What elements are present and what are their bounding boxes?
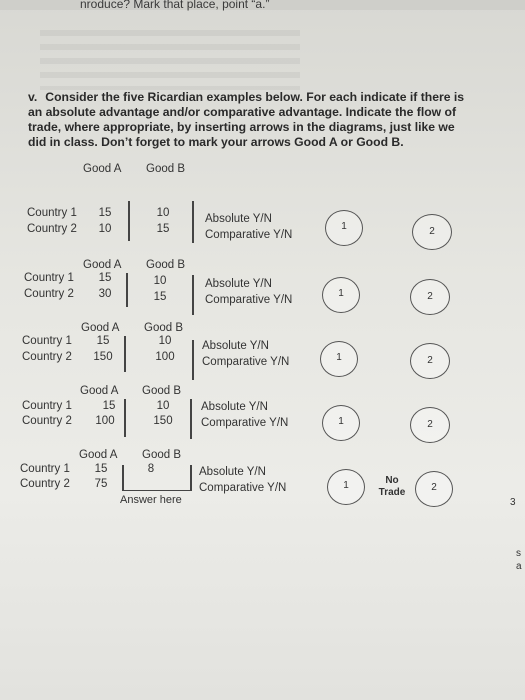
country-1-label: Country 1 <box>27 207 77 219</box>
divider-left <box>126 273 128 307</box>
country-2-circle-label: 2 <box>427 355 433 366</box>
ricardian-example-1 <box>0 163 525 243</box>
country-2-good-a-value: 150 <box>93 351 113 363</box>
country-2-good-b-value: 15 <box>156 223 170 235</box>
country-2-good-a-value: 75 <box>94 478 108 490</box>
divider-left <box>124 336 126 372</box>
good-b-header: Good B <box>146 163 185 175</box>
country-1-good-a-value: 15 <box>98 207 112 219</box>
good-a-header: Good A <box>80 385 119 397</box>
good-b-header: Good B <box>142 449 181 461</box>
divider-right <box>192 275 194 315</box>
good-a-header: Good A <box>79 449 118 461</box>
absolute-yn-label: Absolute Y/N <box>199 466 266 478</box>
country-1-circle-label: 1 <box>341 221 347 232</box>
divider-right <box>192 201 194 243</box>
answer-line <box>124 490 190 491</box>
country-2-circle-label: 2 <box>429 226 435 237</box>
country-1-good-b-value: 10 <box>158 335 172 347</box>
ricardian-example-5 <box>0 445 525 525</box>
country-1-circle-label: 1 <box>338 416 344 427</box>
country-1-good-a-value: 15 <box>102 400 116 412</box>
divider-left <box>128 201 130 241</box>
country-1-label: Country 1 <box>22 400 72 412</box>
country-1-good-b-value: 10 <box>156 207 170 219</box>
country-1-label: Country 1 <box>20 463 70 475</box>
country-1-good-a-value: 15 <box>94 463 108 475</box>
question-intro <box>28 90 468 150</box>
country-2-circle-label: 2 <box>427 419 433 430</box>
country-2-good-b-value: 100 <box>155 351 175 363</box>
divider-right <box>192 340 194 380</box>
divider-right <box>190 465 192 491</box>
country-1-circle-label: 1 <box>336 352 342 363</box>
good-b-header: Good B <box>144 322 183 334</box>
country-2-circle-label: 2 <box>431 482 437 493</box>
country-2-good-a-value: 30 <box>98 288 112 300</box>
comparative-yn-label: Comparative Y/N <box>205 294 293 306</box>
comparative-yn-label: Comparative Y/N <box>205 229 293 241</box>
country-2-circle[interactable] <box>410 407 450 443</box>
country-2-circle-label: 2 <box>427 291 433 302</box>
country-2-good-a-value: 10 <box>98 223 112 235</box>
country-1-good-a-value: 15 <box>98 272 112 284</box>
country-1-circle[interactable] <box>327 469 365 505</box>
edge-mark-3: a <box>516 561 522 572</box>
absolute-yn-label: Absolute Y/N <box>205 278 272 290</box>
divider-left <box>122 465 124 491</box>
country-2-label: Country 2 <box>20 478 70 490</box>
question-text: Consider the five Ricardian examples below. For each indicate if there is an absolute advantage and/or comparative advantage. Indicate the flow of trade, where appropriate, by inserting arrows in the diagrams, just like we did in class. Don’t forget to mark your arrows Good A or Good B. <box>28 90 465 149</box>
comparative-yn-label: Comparative Y/N <box>199 482 287 494</box>
country-1-good-b-value: 10 <box>156 400 170 412</box>
edge-mark-1: 3 <box>510 497 516 508</box>
country-1-label: Country 1 <box>22 335 72 347</box>
country-2-good-a-value: 100 <box>95 415 115 427</box>
comparative-yn-label: Comparative Y/N <box>202 356 290 368</box>
country-2-label: Country 2 <box>27 223 77 235</box>
country-1-circle[interactable] <box>322 405 360 441</box>
good-b-header: Good B <box>142 385 181 397</box>
no-trade-label <box>372 475 412 499</box>
country-2-circle[interactable] <box>410 279 450 315</box>
divider-right <box>190 399 192 439</box>
faded-previous-page-text <box>40 30 300 90</box>
no-trade-line-1: No <box>385 475 399 486</box>
absolute-yn-label: Absolute Y/N <box>205 213 272 225</box>
country-2-circle[interactable] <box>415 471 453 507</box>
absolute-yn-label: Absolute Y/N <box>202 340 269 352</box>
country-1-good-b-value: 8 <box>147 463 155 475</box>
good-a-header: Good A <box>81 322 120 334</box>
absolute-yn-label: Absolute Y/N <box>201 401 268 413</box>
country-2-good-b-value: 15 <box>153 291 167 303</box>
comparative-yn-label: Comparative Y/N <box>201 417 289 429</box>
no-trade-line-2: Trade <box>378 487 406 498</box>
country-2-good-b-value: 150 <box>153 415 173 427</box>
question-number: v. <box>28 90 38 104</box>
good-b-header: Good B <box>146 259 185 271</box>
country-2-label: Country 2 <box>24 288 74 300</box>
country-2-circle[interactable] <box>412 214 452 250</box>
country-1-circle-label: 1 <box>343 480 349 491</box>
good-a-header: Good A <box>83 259 122 271</box>
edge-mark-2: s <box>516 548 521 559</box>
country-1-label: Country 1 <box>24 272 74 284</box>
country-1-good-b-value: 10 <box>153 275 167 287</box>
country-1-circle[interactable] <box>325 210 363 246</box>
divider-left <box>124 399 126 437</box>
country-1-good-a-value: 15 <box>96 335 110 347</box>
answer-here-label: Answer here <box>120 494 182 506</box>
country-2-label: Country 2 <box>22 415 72 427</box>
country-2-circle[interactable] <box>410 343 450 379</box>
country-1-circle[interactable] <box>322 277 360 313</box>
country-1-circle-label: 1 <box>338 288 344 299</box>
good-a-header: Good A <box>83 163 122 175</box>
country-2-label: Country 2 <box>22 351 72 363</box>
country-1-circle[interactable] <box>320 341 358 377</box>
page-header-text: nroduce? Mark that place, point “a.” <box>80 0 270 11</box>
